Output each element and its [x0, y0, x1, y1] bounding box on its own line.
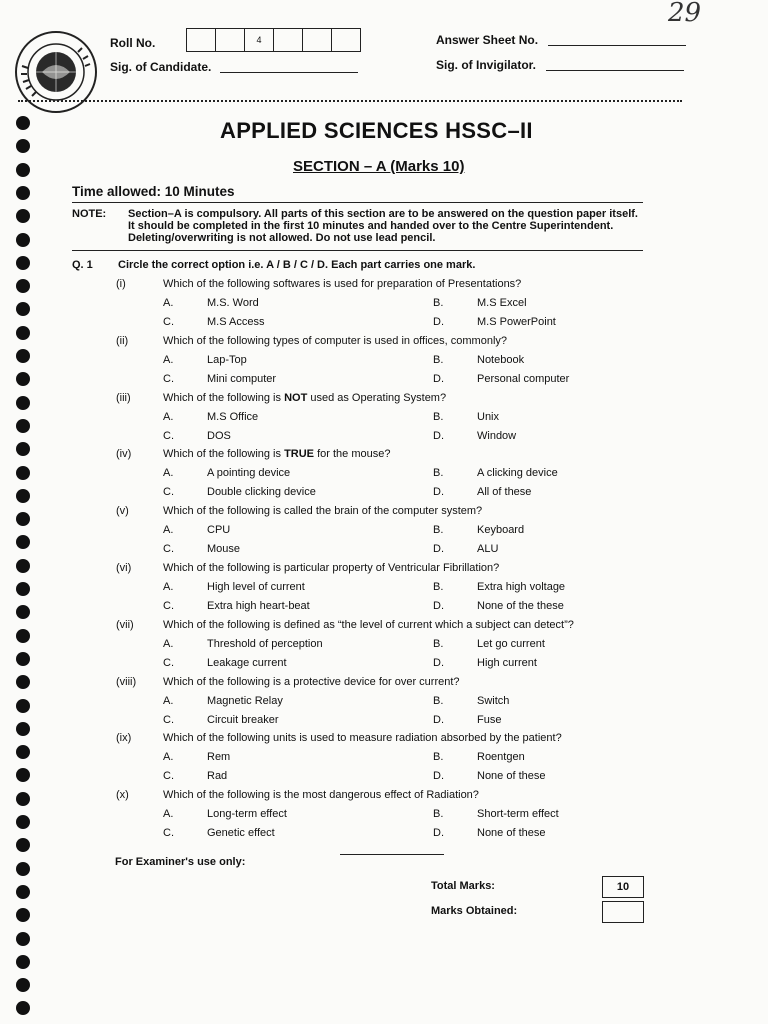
question-text: Which of the following is a protective device for over current?: [163, 675, 460, 688]
binding-hole: [16, 396, 30, 410]
option-text[interactable]: Short-term effect: [477, 808, 559, 821]
question-number: (v): [116, 505, 129, 518]
option-letter[interactable]: C.: [163, 543, 174, 556]
option-letter[interactable]: C.: [163, 827, 174, 840]
handwritten-page-number: 29: [668, 0, 702, 28]
question-text: Which of the following is particular property of Ventricular Fibrillation?: [163, 562, 500, 574]
option-letter[interactable]: C.: [163, 486, 174, 499]
option-letter[interactable]: B.: [433, 694, 444, 707]
examiner-label: For Examiner's use only:: [115, 856, 246, 868]
binding-hole: [16, 163, 30, 177]
question-row: [0, 505, 768, 521]
note-body: [128, 208, 644, 244]
binding-hole: [16, 908, 30, 922]
roll-no-box[interactable]: [216, 29, 245, 51]
binding-hole: [16, 605, 30, 619]
binding-hole: [16, 512, 30, 526]
roll-no-box[interactable]: [303, 29, 332, 51]
option-letter[interactable]: C.: [163, 600, 174, 612]
binding-hole: [16, 582, 30, 596]
binding-hole: [16, 768, 30, 782]
option-letter[interactable]: C.: [163, 770, 174, 783]
option-text[interactable]: Fuse: [477, 713, 502, 726]
option-text[interactable]: None of these: [477, 770, 546, 783]
option-letter[interactable]: D.: [433, 656, 444, 669]
question-row: [0, 392, 768, 408]
option-letter[interactable]: A.: [163, 410, 174, 423]
option-text[interactable]: Double clicking device: [207, 486, 316, 499]
option-text[interactable]: None of the these: [477, 600, 564, 612]
exam-title: APPLIED SCIENCES HSSC–II: [220, 118, 533, 143]
binding-hole: [16, 233, 30, 247]
option-text[interactable]: Lap-Top: [207, 353, 247, 366]
binding-hole: [16, 302, 30, 316]
board-seal-logo: [12, 28, 100, 116]
option-text[interactable]: Switch: [477, 694, 510, 707]
binding-hole: [16, 256, 30, 270]
option-text[interactable]: Extra high voltage: [477, 581, 566, 593]
option-text[interactable]: Window: [477, 429, 517, 442]
option-letter[interactable]: B.: [433, 410, 444, 423]
binding-hole: [16, 885, 30, 899]
question-number: (vii): [116, 618, 134, 631]
note-line: Section–A is compulsory. All parts of this section are to be answered on the question paper itself.: [128, 208, 638, 220]
option-letter[interactable]: A.: [163, 694, 174, 707]
question-number: (i): [116, 278, 126, 290]
binding-hole: [16, 419, 30, 433]
roll-no-box[interactable]: 4: [245, 29, 274, 51]
option-letter[interactable]: A.: [163, 808, 174, 821]
answer-sheet-label: Answer Sheet No.: [436, 33, 539, 47]
time-allowed: Time allowed: 10 Minutes: [72, 184, 235, 199]
option-text[interactable]: A clicking device: [477, 467, 558, 480]
option-text[interactable]: Rad: [207, 770, 228, 783]
option-letter[interactable]: B.: [433, 297, 444, 309]
option-letter[interactable]: D.: [433, 770, 444, 783]
option-text[interactable]: Extra high heart-beat: [207, 600, 310, 612]
roll-no-box[interactable]: [274, 29, 303, 51]
option-letter[interactable]: B.: [433, 808, 444, 821]
option-text[interactable]: Magnetic Relay: [207, 694, 283, 707]
question-row: [0, 335, 768, 351]
note-line: It should be completed in the first 10 minutes and handed over to the Centre Superintendent.: [128, 220, 614, 232]
option-letter[interactable]: B.: [433, 581, 444, 593]
note-label: NOTE:: [72, 208, 107, 220]
option-text[interactable]: Long-term effect: [207, 808, 287, 821]
option-letter[interactable]: A.: [163, 751, 174, 764]
option-letter[interactable]: C.: [163, 316, 174, 328]
roll-no-label: Roll No.: [110, 36, 156, 50]
question-text: Which of the following is TRUE for the mouse?: [163, 448, 391, 461]
binding-hole: [16, 326, 30, 340]
option-text[interactable]: M.S. Word: [207, 297, 259, 309]
question-number: (iii): [116, 391, 131, 404]
option-text[interactable]: None of these: [477, 827, 546, 840]
option-letter[interactable]: B.: [433, 524, 444, 537]
binding-hole: [16, 629, 30, 643]
binding-hole: [16, 652, 30, 666]
question-number: (iv): [116, 448, 132, 461]
binding-hole: [16, 838, 30, 852]
marks-obtained-box[interactable]: [602, 901, 644, 923]
binding-hole: [16, 862, 30, 876]
option-text[interactable]: Mini computer: [207, 372, 277, 385]
binding-hole: [16, 745, 30, 759]
option-text[interactable]: M.S PowerPoint: [477, 316, 556, 328]
option-text[interactable]: Threshold of perception: [207, 637, 323, 650]
question-row: [0, 732, 768, 748]
option-letter[interactable]: D.: [433, 713, 444, 726]
question-row: [0, 278, 768, 294]
question-number: (viii): [116, 675, 137, 688]
binding-hole: [16, 116, 30, 130]
option-text[interactable]: High level of current: [207, 581, 305, 593]
option-letter[interactable]: D.: [433, 429, 444, 442]
binding-hole: [16, 722, 30, 736]
sig-invigilator-label: Sig. of Invigilator.: [436, 58, 537, 72]
option-text[interactable]: DOS: [207, 429, 231, 442]
binding-hole: [16, 372, 30, 386]
option-text[interactable]: Personal computer: [477, 372, 570, 385]
option-letter[interactable]: A.: [163, 524, 174, 537]
answer-sheet-line[interactable]: [548, 45, 686, 46]
roll-no-boxes[interactable]: [186, 28, 361, 52]
binding-hole: [16, 815, 30, 829]
option-text[interactable]: M.S Access: [207, 316, 265, 328]
question-text: Which of the following is called the brain of the computer system?: [163, 505, 483, 518]
question-row: [0, 619, 768, 635]
roll-no-box[interactable]: [332, 29, 360, 51]
option-text[interactable]: All of these: [477, 486, 532, 499]
option-text[interactable]: M.S Excel: [477, 297, 527, 309]
option-text[interactable]: Genetic effect: [207, 827, 275, 840]
question-text: Which of the following units is used to measure radiation absorbed by the patient?: [163, 732, 562, 745]
binding-hole: [16, 978, 30, 992]
option-letter[interactable]: B.: [433, 637, 444, 650]
binding-hole: [16, 955, 30, 969]
binding-hole: [16, 139, 30, 153]
option-text[interactable]: Let go current: [477, 637, 545, 650]
option-text[interactable]: ALU: [477, 543, 499, 556]
question-text: Which of the following types of computer is used in offices, commonly?: [163, 334, 508, 347]
option-letter[interactable]: C.: [163, 713, 174, 726]
binding-hole: [16, 466, 30, 480]
binding-hole: [16, 699, 30, 713]
option-text[interactable]: Notebook: [477, 353, 525, 366]
total-marks-box: 10: [602, 876, 644, 898]
sig-candidate-line[interactable]: [220, 72, 358, 73]
binding-hole: [16, 792, 30, 806]
q1-label: Q. 1: [72, 259, 93, 271]
option-text[interactable]: M.S Office: [207, 410, 259, 423]
option-letter[interactable]: D.: [433, 372, 444, 385]
option-letter[interactable]: A.: [163, 581, 174, 593]
section-heading: SECTION – A (Marks 10): [293, 158, 465, 175]
option-letter[interactable]: D.: [433, 316, 444, 328]
option-text[interactable]: Leakage current: [207, 656, 287, 669]
option-letter[interactable]: C.: [163, 372, 174, 385]
note-top-rule: [72, 202, 643, 203]
total-marks-label: Total Marks:: [431, 880, 495, 892]
binding-hole: [16, 535, 30, 549]
option-text[interactable]: Circuit breaker: [207, 713, 279, 726]
option-text[interactable]: A pointing device: [207, 467, 291, 480]
question-number: (ii): [116, 334, 129, 347]
option-text[interactable]: CPU: [207, 524, 231, 537]
binding-hole: [16, 186, 30, 200]
binding-hole: [16, 1001, 30, 1015]
question-row: [0, 562, 768, 578]
marks-obtained-label: Marks Obtained:: [431, 905, 518, 917]
note-line: Deleting/overwriting is not allowed. Do not use lead pencil.: [128, 232, 436, 244]
option-text[interactable]: Unix: [477, 410, 500, 423]
option-text[interactable]: High current: [477, 656, 537, 669]
header-dotted-divider: [18, 100, 682, 102]
question-row: [0, 676, 768, 692]
examiner-signature-line: [340, 854, 444, 855]
question-number: (ix): [116, 732, 132, 745]
option-letter[interactable]: B.: [433, 751, 444, 764]
sig-invigilator-line[interactable]: [546, 70, 684, 71]
binding-hole: [16, 489, 30, 503]
question-text: Which of the following is the most dangerous effect of Radiation?: [163, 789, 479, 802]
option-letter[interactable]: A.: [163, 637, 174, 650]
note-bottom-rule: [72, 250, 643, 251]
question-row: [0, 789, 768, 805]
option-letter[interactable]: C.: [163, 429, 174, 442]
question-number: (vi): [116, 562, 132, 574]
option-text[interactable]: Roentgen: [477, 751, 525, 764]
option-letter[interactable]: D.: [433, 600, 444, 612]
binding-hole: [16, 349, 30, 363]
question-number: (x): [116, 789, 129, 802]
option-letter[interactable]: A.: [163, 353, 174, 366]
binding-hole: [16, 279, 30, 293]
option-letter[interactable]: A.: [163, 467, 174, 480]
roll-no-box[interactable]: [187, 29, 216, 51]
sig-candidate-label: Sig. of Candidate.: [110, 60, 212, 74]
option-text[interactable]: Rem: [207, 751, 231, 764]
binding-hole: [16, 559, 30, 573]
option-letter[interactable]: B.: [433, 353, 444, 366]
question-text: Which of the following softwares is used for preparation of Presentations?: [163, 278, 522, 290]
question-text: Which of the following is NOT used as Operating System?: [163, 391, 447, 404]
question-row: [0, 448, 768, 464]
question-text: Which of the following is defined as “the level of current which a subject can detect”?: [163, 618, 574, 631]
binding-hole: [16, 209, 30, 223]
binding-hole: [16, 932, 30, 946]
option-text[interactable]: Mouse: [207, 543, 241, 556]
option-text[interactable]: Keyboard: [477, 524, 525, 537]
q1-instruction: Circle the correct option i.e. A / B / C / D. Each part carries one mark.: [118, 259, 476, 271]
option-letter[interactable]: D.: [433, 486, 444, 499]
option-letter[interactable]: C.: [163, 656, 174, 669]
option-letter[interactable]: B.: [433, 467, 444, 480]
option-letter[interactable]: A.: [163, 297, 174, 309]
option-letter[interactable]: D.: [433, 543, 444, 556]
option-letter[interactable]: D.: [433, 827, 444, 840]
